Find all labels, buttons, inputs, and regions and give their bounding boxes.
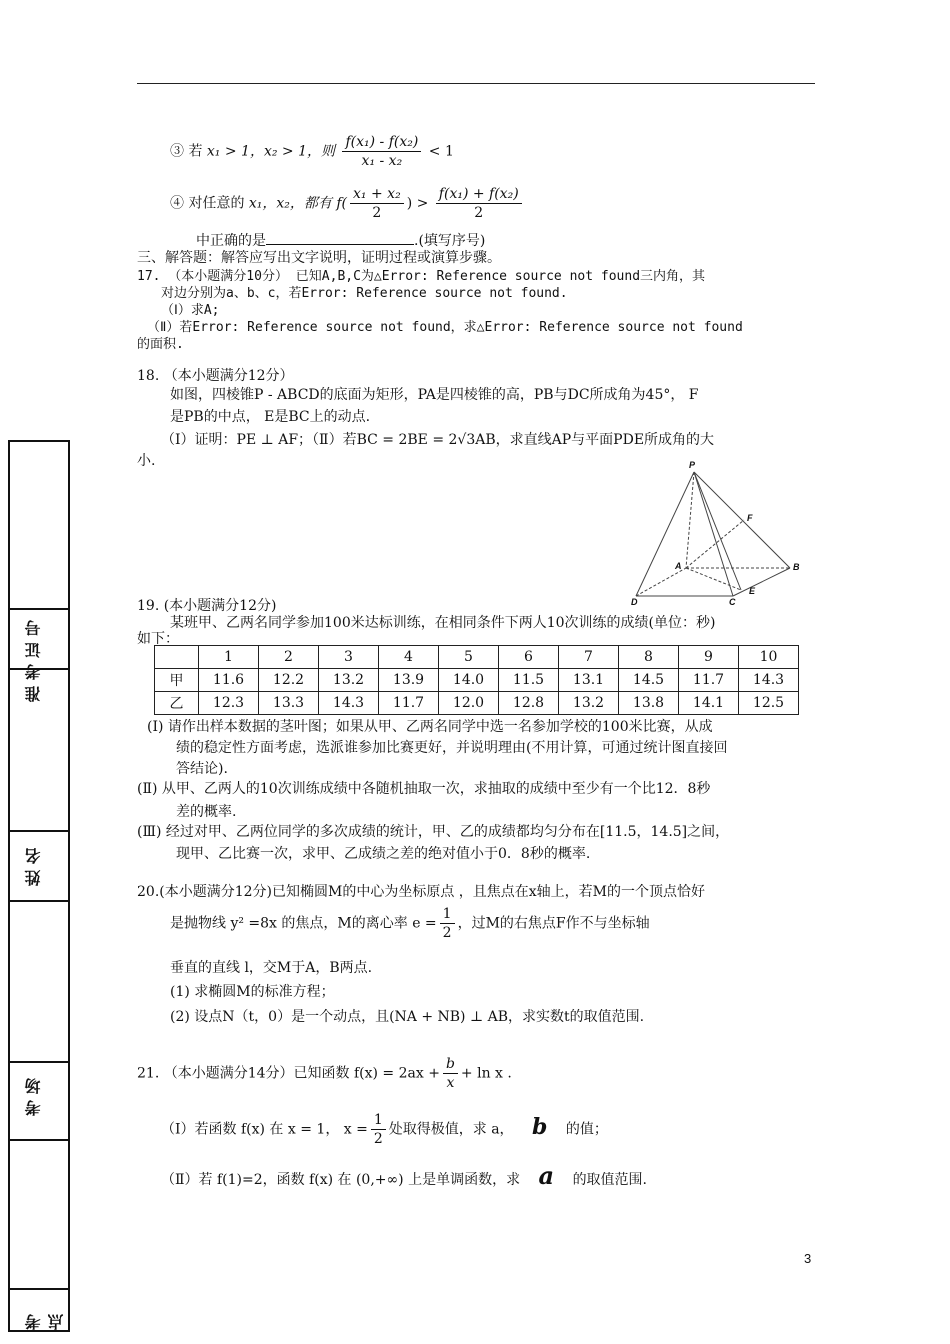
- label-name: 姓名: [24, 842, 43, 886]
- answer-blank[interactable]: [266, 232, 414, 245]
- table-cell: 甲: [155, 669, 199, 692]
- table-cell: 12.5: [739, 692, 799, 715]
- table-cell: 14.1: [679, 692, 739, 715]
- table-cell: 11.7: [679, 669, 739, 692]
- q21-part1-num: 1: [371, 1112, 386, 1130]
- q20-frac-num: 1: [440, 906, 455, 924]
- q17-line2: 对边分别为a、b、c，若Error: Reference source not found.: [161, 286, 568, 301]
- table-cell: 2: [259, 646, 319, 669]
- q18-line1: 如图，四棱锥P - ABCD的底面为矩形，PA是四棱锥的高，PB与DC所成角为45°， F: [170, 387, 699, 403]
- table-cell: 10: [739, 646, 799, 669]
- q20-line3: 垂直的直线 l，交M于A，B两点.: [170, 960, 373, 976]
- q19-p1c: 答结论).: [176, 761, 228, 777]
- table-cell: 9: [679, 646, 739, 669]
- q17-part1: （Ⅰ）求A;: [161, 303, 220, 318]
- table-cell: 11.5: [499, 669, 559, 692]
- item-4-rhs-numerator: f(x₁) + f(x₂): [436, 186, 522, 204]
- table-cell: 13.1: [559, 669, 619, 692]
- q19-p2b: 差的概率.: [176, 804, 237, 820]
- q20-line1: 20.(本小题满分12分)已知椭圆M的中心为坐标原点 ，且焦点在x轴上，若M的一个顶点恰好: [137, 884, 706, 900]
- label-exam-site: 考点: [24, 1308, 66, 1330]
- sidebar-divider: [10, 608, 68, 610]
- q20-eccentricity-fraction: [440, 906, 455, 941]
- table-cell: 14.3: [739, 669, 799, 692]
- sidebar-divider: [10, 900, 68, 902]
- item-4-vars: x₁，x₂，都有: [248, 195, 332, 212]
- segment-ae: [686, 568, 741, 590]
- item-4-lhs-post: ) >: [406, 195, 429, 212]
- item-3-numerator: f(x₁) - f(x₂): [342, 134, 421, 152]
- q19-head: 19. (本小题满分12分): [137, 598, 277, 614]
- table-cell: [155, 646, 199, 669]
- sidebar-divider: [10, 1288, 68, 1290]
- table-cell: 13.3: [259, 692, 319, 715]
- item-3-denominator: x₁ - x₂: [361, 153, 403, 169]
- table-cell: 12.0: [439, 692, 499, 715]
- q21-line1: [137, 1056, 512, 1091]
- q20-line2: [170, 906, 650, 941]
- table-cell: 5: [439, 646, 499, 669]
- table-cell: 11.6: [199, 669, 259, 692]
- segment-pe: [694, 472, 741, 590]
- segment-af: [686, 520, 744, 568]
- label-c: C: [729, 597, 736, 607]
- correct-answer-prefix: 中正确的是: [196, 233, 266, 249]
- table-cell: 13.2: [319, 669, 379, 692]
- sidebar-divider: [10, 1139, 68, 1141]
- q18-line2: 是PB的中点， E是BC上的动点.: [170, 409, 371, 425]
- q21-frac-num: b: [443, 1056, 458, 1074]
- q21-part2-text: （Ⅱ）若 f(1)=2，函数 f(x) 在 (0,+∞) 上是单调函数，求: [161, 1172, 521, 1188]
- edge-pd: [636, 472, 694, 596]
- q19-line2: 如下：: [137, 631, 179, 647]
- q21-part2: [161, 1161, 647, 1190]
- item-3-marker: ③: [170, 143, 184, 160]
- table-cell: 12.2: [259, 669, 319, 692]
- q21-line1-tail: + ln x .: [460, 1065, 512, 1082]
- item-3-rhs: < 1: [428, 143, 454, 160]
- q21-part1: [161, 1112, 608, 1147]
- q19-p3a: (Ⅲ) 经过对甲、乙两位同学的多次成绩的统计，甲、乙的成绩都均匀分布在[11.5，14.5]之间，: [137, 824, 730, 840]
- scores-table: [154, 645, 799, 715]
- edge-cb: [733, 568, 790, 596]
- item-3-condition: x₁ > 1，x₂ > 1，则: [206, 143, 335, 160]
- exam-info-sidebar: [8, 440, 70, 1332]
- label-e: E: [749, 586, 756, 596]
- q20-line2-tail: ，过M的右焦点F作不与坐标轴: [457, 915, 650, 932]
- table-cell: 13.9: [379, 669, 439, 692]
- table-cell: 3: [319, 646, 379, 669]
- table-cell: 12.8: [499, 692, 559, 715]
- q18-head: 18. （本小题满分12分）: [137, 368, 294, 384]
- q19-p2a: (Ⅱ) 从甲、乙两人的10次训练成绩中各随机抽取一次，求抽取的成绩中至少有一个比12．8秒: [137, 781, 711, 797]
- label-p: P: [689, 460, 696, 470]
- item-4-lhs-denominator: 2: [372, 205, 382, 221]
- q21-line1-text: 21. （本小题满分14分）已知函数 f(x) = 2ax +: [137, 1065, 440, 1082]
- table-cell: 1: [199, 646, 259, 669]
- q21-frac-den: x: [446, 1075, 455, 1091]
- table-cell: 14.3: [319, 692, 379, 715]
- label-b: B: [793, 562, 800, 572]
- table-cell: 8: [619, 646, 679, 669]
- item-4: [170, 186, 525, 221]
- table-cell: 6: [499, 646, 559, 669]
- correct-answer-suffix: .(填写序号): [414, 233, 486, 249]
- label-f: F: [747, 513, 753, 523]
- sidebar-divider: [10, 1061, 68, 1063]
- q17-part2b: 的面积.: [137, 337, 184, 352]
- table-cell: 14.5: [619, 669, 679, 692]
- item-4-lhs-fraction: [350, 186, 404, 221]
- q19-p3b: 现甲、乙比赛一次，求甲、乙成绩之差的绝对值小于0．8秒的概率.: [176, 846, 591, 862]
- label-exam-room: 考场: [24, 1072, 43, 1116]
- item-4-text: 对任意的: [188, 195, 245, 212]
- q20-frac-den: 2: [442, 925, 452, 941]
- table-cell: 7: [559, 646, 619, 669]
- item-3: [170, 134, 454, 169]
- q18-line4: 小.: [137, 453, 156, 469]
- table-cell: 4: [379, 646, 439, 669]
- item-4-lhs-pre: f(: [336, 195, 348, 212]
- item-3-fraction: [342, 134, 421, 169]
- q21-fraction: [443, 1056, 458, 1091]
- item-4-rhs-fraction: [436, 186, 522, 221]
- q19-p1b: 绩的稳定性方面考虑，选派谁参加比赛更好，并说明理由(不用计算，可通过统计图直接回: [176, 740, 728, 756]
- q19-line1: 某班甲、乙两名同学参加100米达标训练，在相同条件下两人10次训练的成绩(单位：秒): [170, 615, 716, 631]
- q21-part1-fraction: [371, 1112, 386, 1147]
- label-a: A: [675, 561, 682, 571]
- q21-part2-a: a: [538, 1161, 555, 1190]
- table-header-row: [155, 646, 799, 669]
- table-cell: 13.8: [619, 692, 679, 715]
- pyramid-figure: [628, 458, 808, 608]
- table-cell: 14.0: [439, 669, 499, 692]
- edge-pb: [694, 472, 790, 568]
- q21-part1-den: 2: [373, 1131, 383, 1147]
- q18-line3: （Ⅰ）证明：PE ⊥ AF；（Ⅱ）若BC = 2BE = 2√3AB，求直线AP与平面PDE所成角的大: [161, 432, 715, 448]
- q21-part1-mid: 处取得极值，求 a，: [388, 1121, 514, 1138]
- q17-line1: 17. （本小题满分10分） 已知A,B,C为△Error: Reference source not found三内角，其: [137, 269, 706, 284]
- q20-line2-text: 是抛物线 y² =8x 的焦点，M的离心率 e =: [170, 915, 437, 932]
- q17-part2: （Ⅱ）若Error: Reference source not found，求△Error: Reference source not found: [147, 320, 743, 335]
- label-exam-number: 准考证号: [24, 614, 43, 702]
- q21-part1-tail: 的值；: [565, 1121, 608, 1138]
- q21-part1-b: b: [532, 1113, 548, 1140]
- item-4-lhs-numerator: x₁ + x₂: [350, 186, 404, 204]
- q20-part1: (1) 求椭圆M的标准方程；: [170, 984, 335, 1000]
- q20-part2: (2) 设点N（t，0）是一个动点，且(NA + NB) ⊥ AB，求实数t的取值范围.: [170, 1009, 645, 1025]
- section-3-heading: 三、解答题：解答应写出文字说明，证明过程或演算步骤。: [137, 250, 501, 266]
- q21-part2-tail: 的取值范围.: [572, 1172, 648, 1188]
- edge-pc: [694, 472, 733, 596]
- q21-part1-text: （Ⅰ）若函数 f(x) 在 x = 1， x =: [161, 1121, 368, 1138]
- edge-da: [636, 568, 686, 596]
- item-4-rhs-denominator: 2: [474, 205, 484, 221]
- table-row: [155, 669, 799, 692]
- label-d: D: [631, 597, 638, 607]
- table-cell: 13.2: [559, 692, 619, 715]
- item-3-text: 若: [188, 143, 203, 160]
- header-rule: [137, 83, 815, 84]
- item-4-marker: ④: [170, 195, 184, 212]
- table-row: [155, 692, 799, 715]
- page-number: 3: [804, 1251, 812, 1266]
- table-cell: 12.3: [199, 692, 259, 715]
- sidebar-divider: [10, 830, 68, 832]
- table-cell: 乙: [155, 692, 199, 715]
- q19-p1a: (Ⅰ) 请作出样本数据的茎叶图；如果从甲、乙两名同学中选一名参加学校的100米比赛，从成: [147, 719, 713, 735]
- table-cell: 11.7: [379, 692, 439, 715]
